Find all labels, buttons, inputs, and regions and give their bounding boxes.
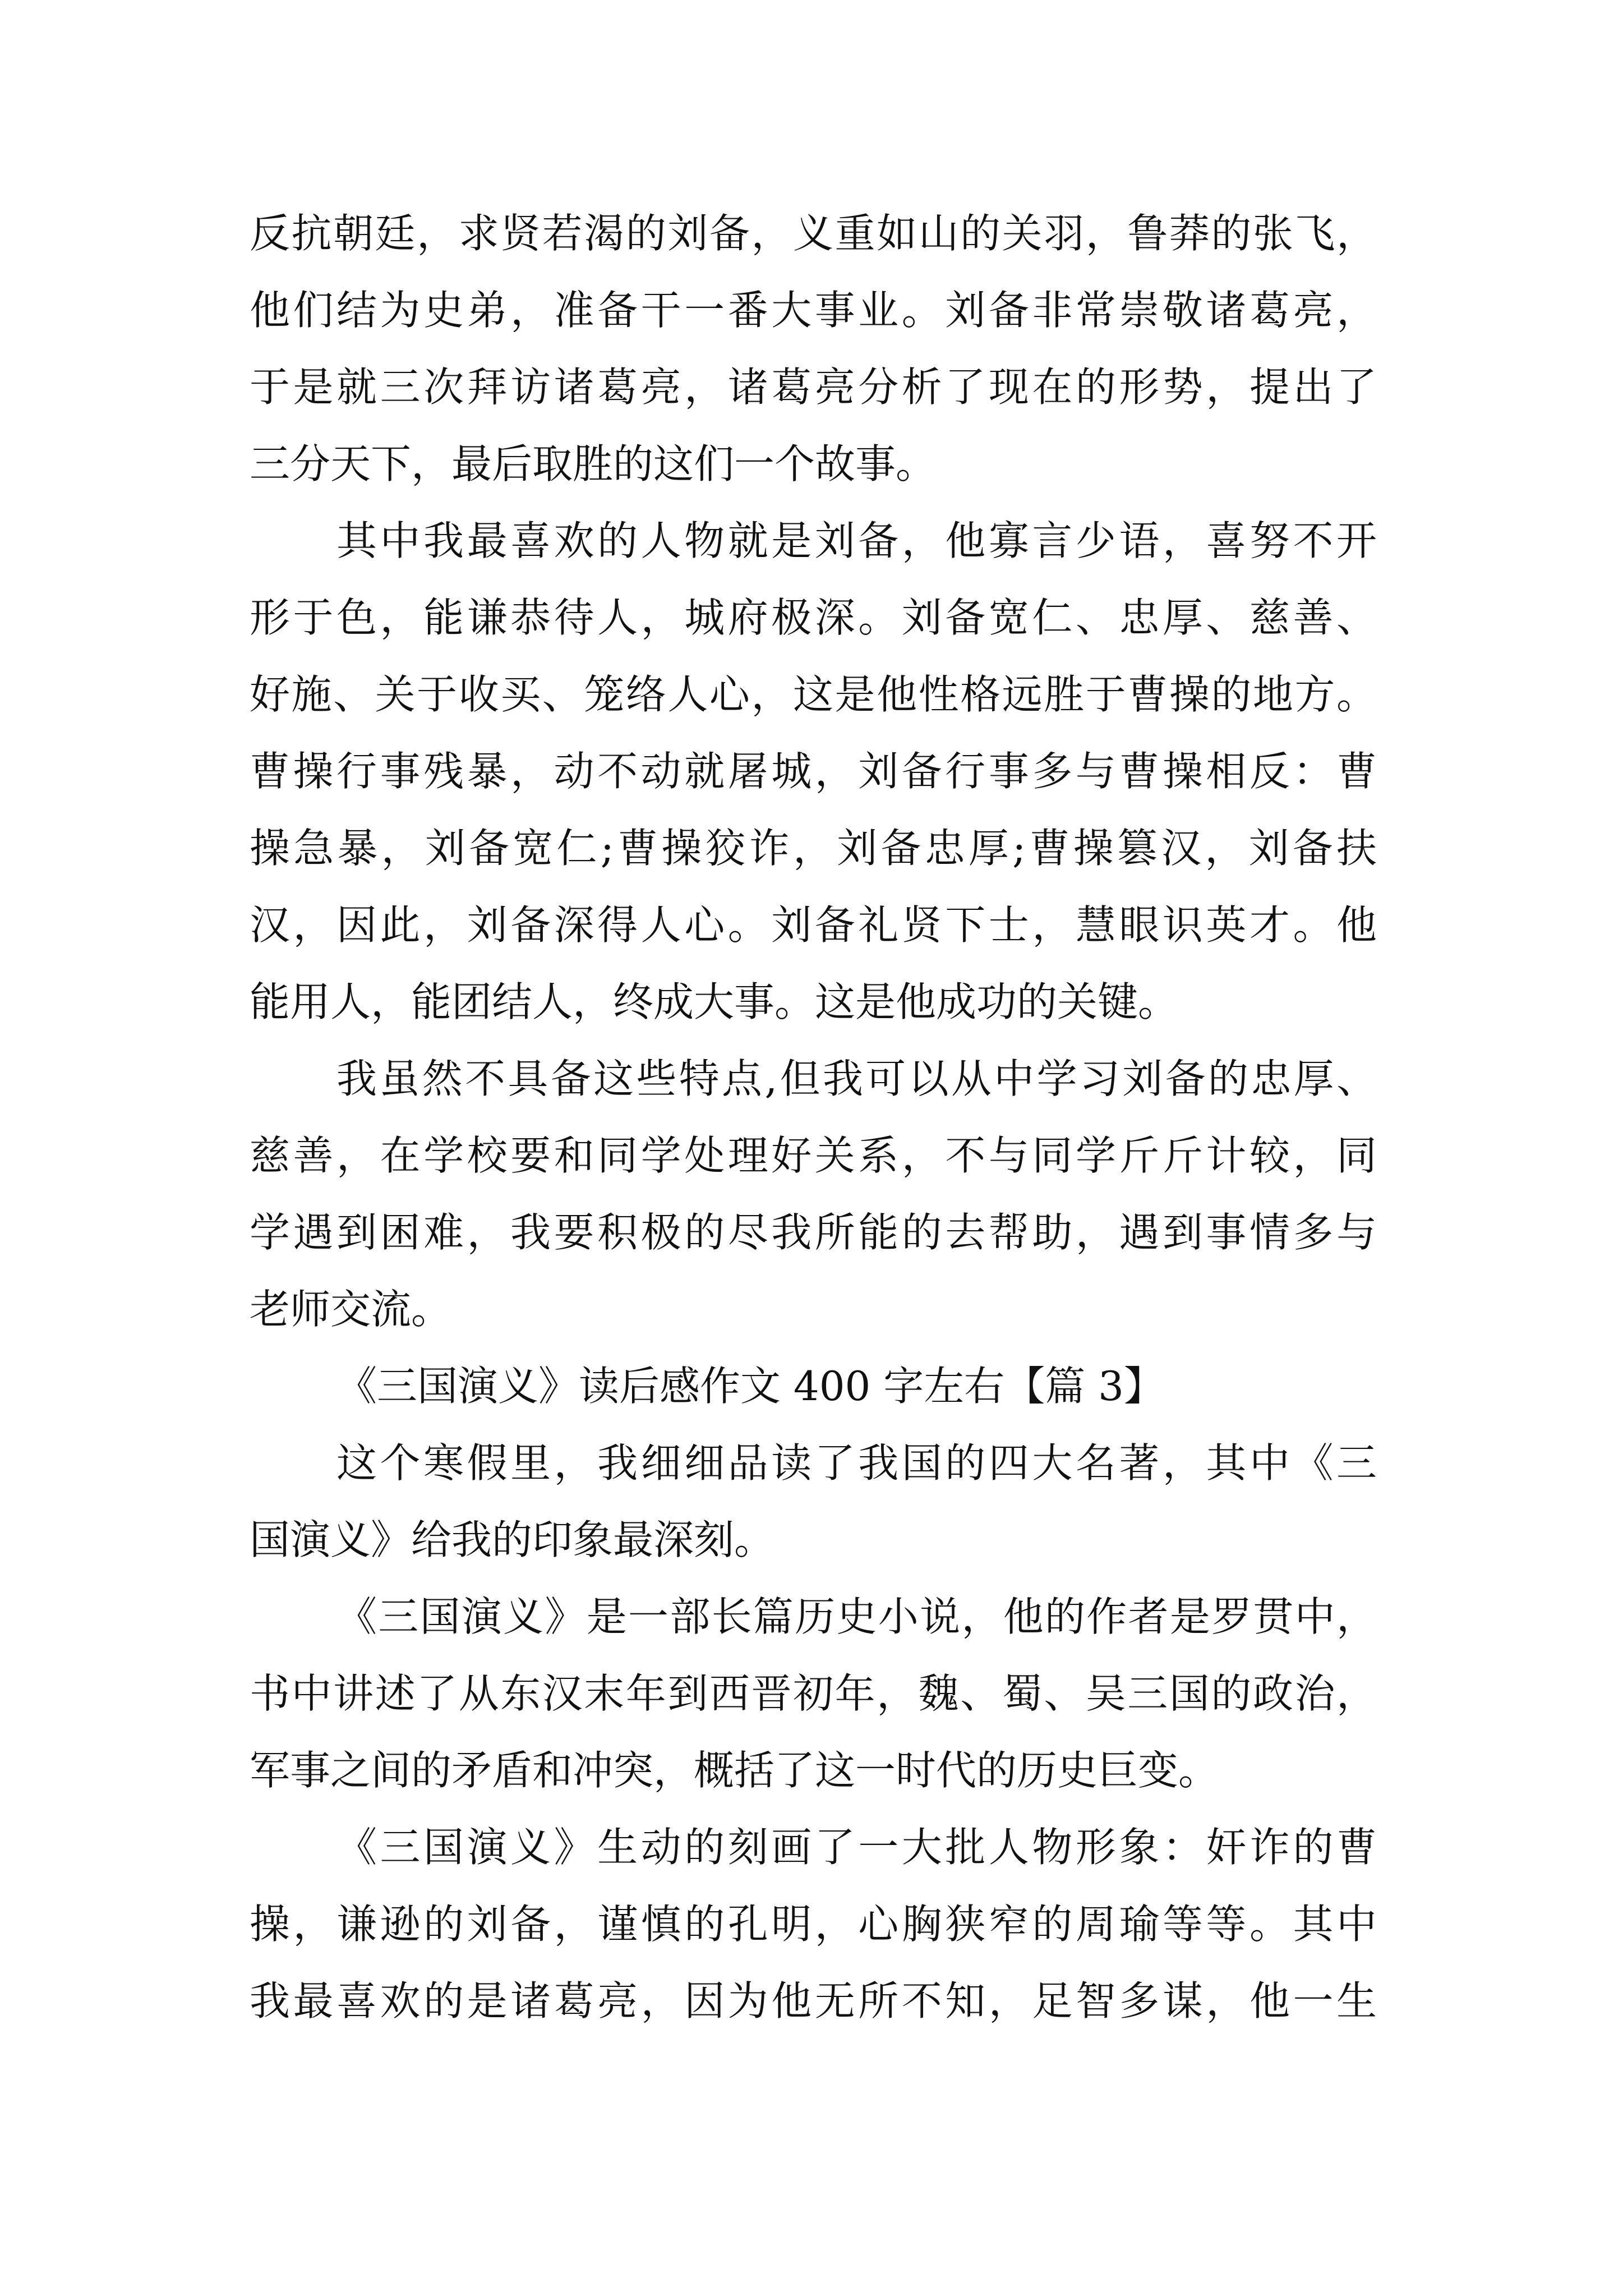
text-line: 国演义》给我的印象最深刻。 [250, 1516, 775, 1563]
text-line: 三分天下，最后取胜的这们一个故事。 [250, 440, 937, 487]
text-line: 他们结为史弟，准备干一番大事业。刘备非常崇敬诸葛亮， [250, 287, 1377, 334]
text-line: 好施、关于收买、笼络人心，这是他性格远胜于曹操的地方。 [250, 671, 1377, 718]
text-line: 操急暴，刘备宽仁;曹操狡诈，刘备忠厚;曹操篡汉，刘备扶 [250, 825, 1377, 872]
paragraph [250, 503, 1377, 1041]
text-line: 《三国演义》是一部长篇历史小说，他的作者是罗贯中， [336, 1593, 1377, 1640]
paragraph [250, 1579, 1377, 1809]
text-line: 慈善，在学校要和同学处理好关系，不与同学斤斤计较，同 [250, 1132, 1377, 1179]
paragraph [250, 195, 1377, 503]
paragraph [250, 1809, 1377, 2040]
text-line: 反抗朝廷，求贤若渴的刘备，义重如山的关羽，鲁莽的张飞， [250, 210, 1377, 257]
text-line: 形于色，能谦恭待人，城府极深。刘备宽仁、忠厚、慈善、 [250, 594, 1377, 641]
section-heading [250, 1348, 1377, 1425]
text-line: 军事之间的矛盾和冲突，概括了这一时代的历史巨变。 [250, 1747, 1219, 1794]
text-line: 我最喜欢的是诸葛亮，因为他无所不知，足智多谋，他一生 [250, 1977, 1377, 2024]
text-line: 这个寒假里，我细细品读了我国的四大名著，其中《三 [336, 1439, 1377, 1487]
text-line: 曹操行事残暴，动不动就屠城，刘备行事多与曹操相反：曹 [250, 748, 1377, 795]
text-line: 汉，因此，刘备深得人心。刘备礼贤下士，慧眼识英才。他 [250, 901, 1377, 949]
text-line: 我虽然不具备这些特点,但我可以从中学习刘备的忠厚、 [336, 1055, 1377, 1102]
paragraph [250, 1425, 1377, 1579]
document-body [250, 195, 1377, 2040]
text-line: 学遇到困难，我要积极的尽我所能的去帮助，遇到事情多与 [250, 1209, 1377, 1256]
text-line: 老师交流。 [250, 1286, 452, 1333]
text-line: 其中我最喜欢的人物就是刘备，他寡言少语，喜努不开 [336, 517, 1377, 564]
text-line: 书中讲述了从东汉末年到西晋初年，魏、蜀、吴三国的政治， [250, 1670, 1377, 1717]
text-line: 能用人，能团结人，终成大事。这是他成功的关键。 [250, 978, 1179, 1025]
paragraph [250, 1041, 1377, 1348]
heading-text: 《三国演义》读后感作文 400 字左右【篇 3】 [336, 1363, 1164, 1410]
text-line: 操，谦逊的刘备，谨慎的孔明，心胸狭窄的周瑜等等。其中 [250, 1901, 1377, 1948]
text-line: 《三国演义》生动的刻画了一大批人物形象：奸诈的曹 [336, 1824, 1377, 1871]
text-line: 于是就三次拜访诸葛亮，诸葛亮分析了现在的形势，提出了 [250, 364, 1377, 411]
